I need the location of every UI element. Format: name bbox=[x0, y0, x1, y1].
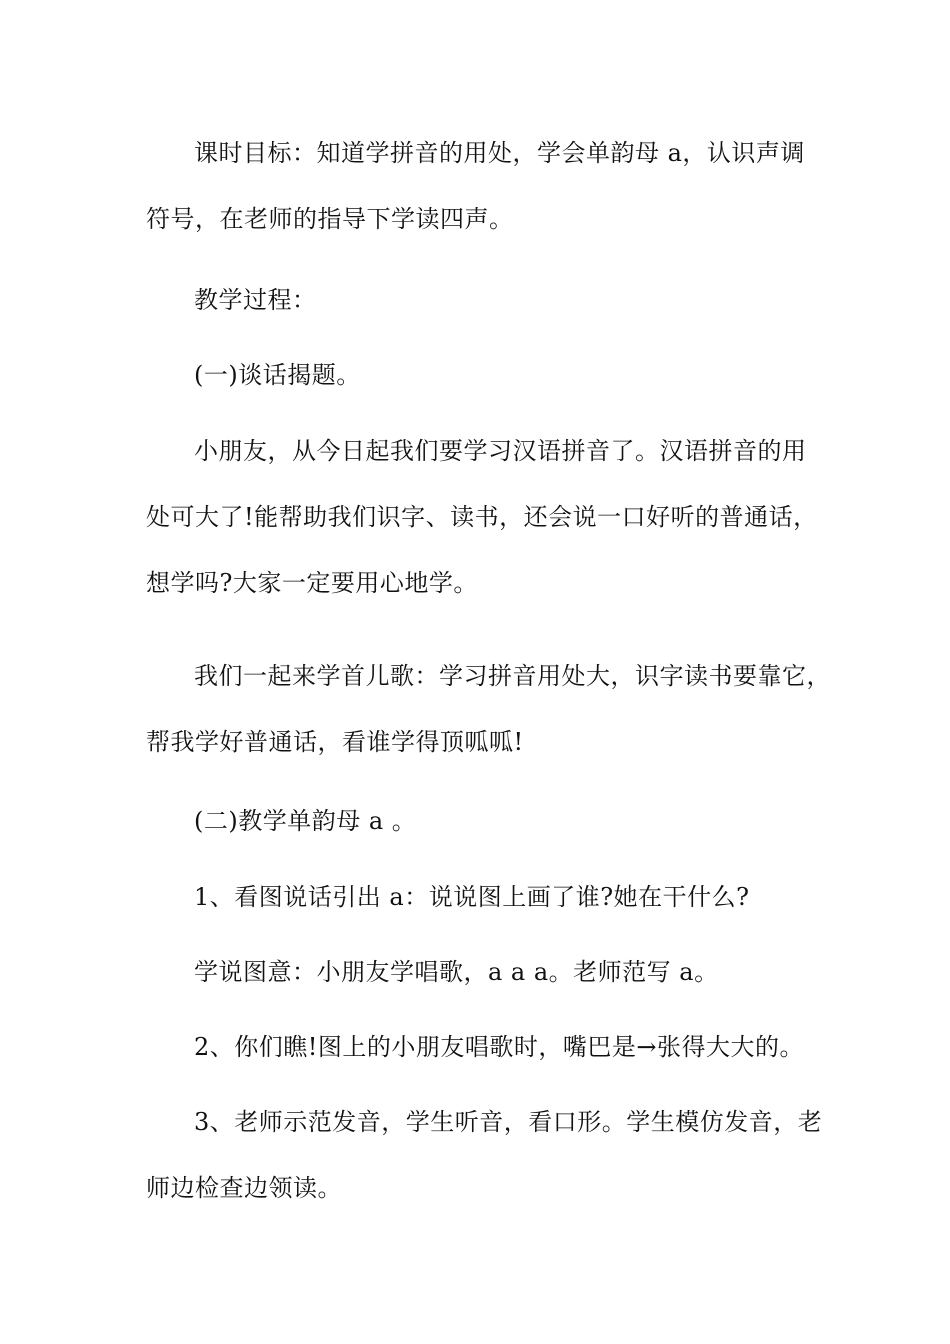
text-line: 1、看图说话引出 a：说说图上画了谁?她在干什么? bbox=[194, 883, 750, 911]
paragraph-teaching-process bbox=[146, 267, 846, 333]
paragraph-picture-meaning bbox=[146, 939, 846, 1005]
text-line: 小朋友，从今日起我们要学习汉语拼音了。汉语拼音的用 bbox=[194, 437, 807, 465]
text-line: 3、老师示范发音，学生听音，看口形。学生模仿发音，老 bbox=[194, 1108, 823, 1136]
paragraph-nursery-rhyme bbox=[146, 643, 846, 775]
text-line: 处可大了!能帮助我们识字、读书，还会说一口好听的普通话， bbox=[146, 503, 818, 531]
paragraph-section-one bbox=[146, 342, 846, 408]
text-line: 教学过程： bbox=[194, 286, 317, 314]
text-line: 帮我学好普通话，看谁学得顶呱呱! bbox=[146, 728, 524, 756]
text-line: 学说图意：小朋友学唱歌，a a a。老师范写 a。 bbox=[194, 958, 719, 986]
paragraph-intro bbox=[146, 418, 846, 616]
paragraph-step-one bbox=[146, 864, 846, 930]
paragraph-step-two bbox=[146, 1014, 846, 1080]
text-line: 想学吗?大家一定要用心地学。 bbox=[146, 569, 478, 597]
text-line: 2、你们瞧!图上的小朋友唱歌时，嘴巴是→张得大大的。 bbox=[194, 1033, 805, 1061]
text-line: 我们一起来学首儿歌：学习拼音用处大，识字读书要靠它， bbox=[194, 662, 831, 690]
text-line: 符号，在老师的指导下学读四声。 bbox=[146, 205, 514, 233]
text-line: (二)教学单韵母 a 。 bbox=[194, 807, 417, 835]
paragraph-step-three bbox=[146, 1089, 846, 1221]
paragraph-lesson-goal bbox=[146, 120, 846, 252]
text-line: (一)谈话揭题。 bbox=[194, 361, 361, 389]
text-line: 师边检查边领读。 bbox=[146, 1174, 342, 1202]
paragraph-section-two bbox=[146, 788, 846, 854]
text-line: 课时目标：知道学拼音的用处，学会单韵母 a，认识声调 bbox=[194, 139, 805, 167]
